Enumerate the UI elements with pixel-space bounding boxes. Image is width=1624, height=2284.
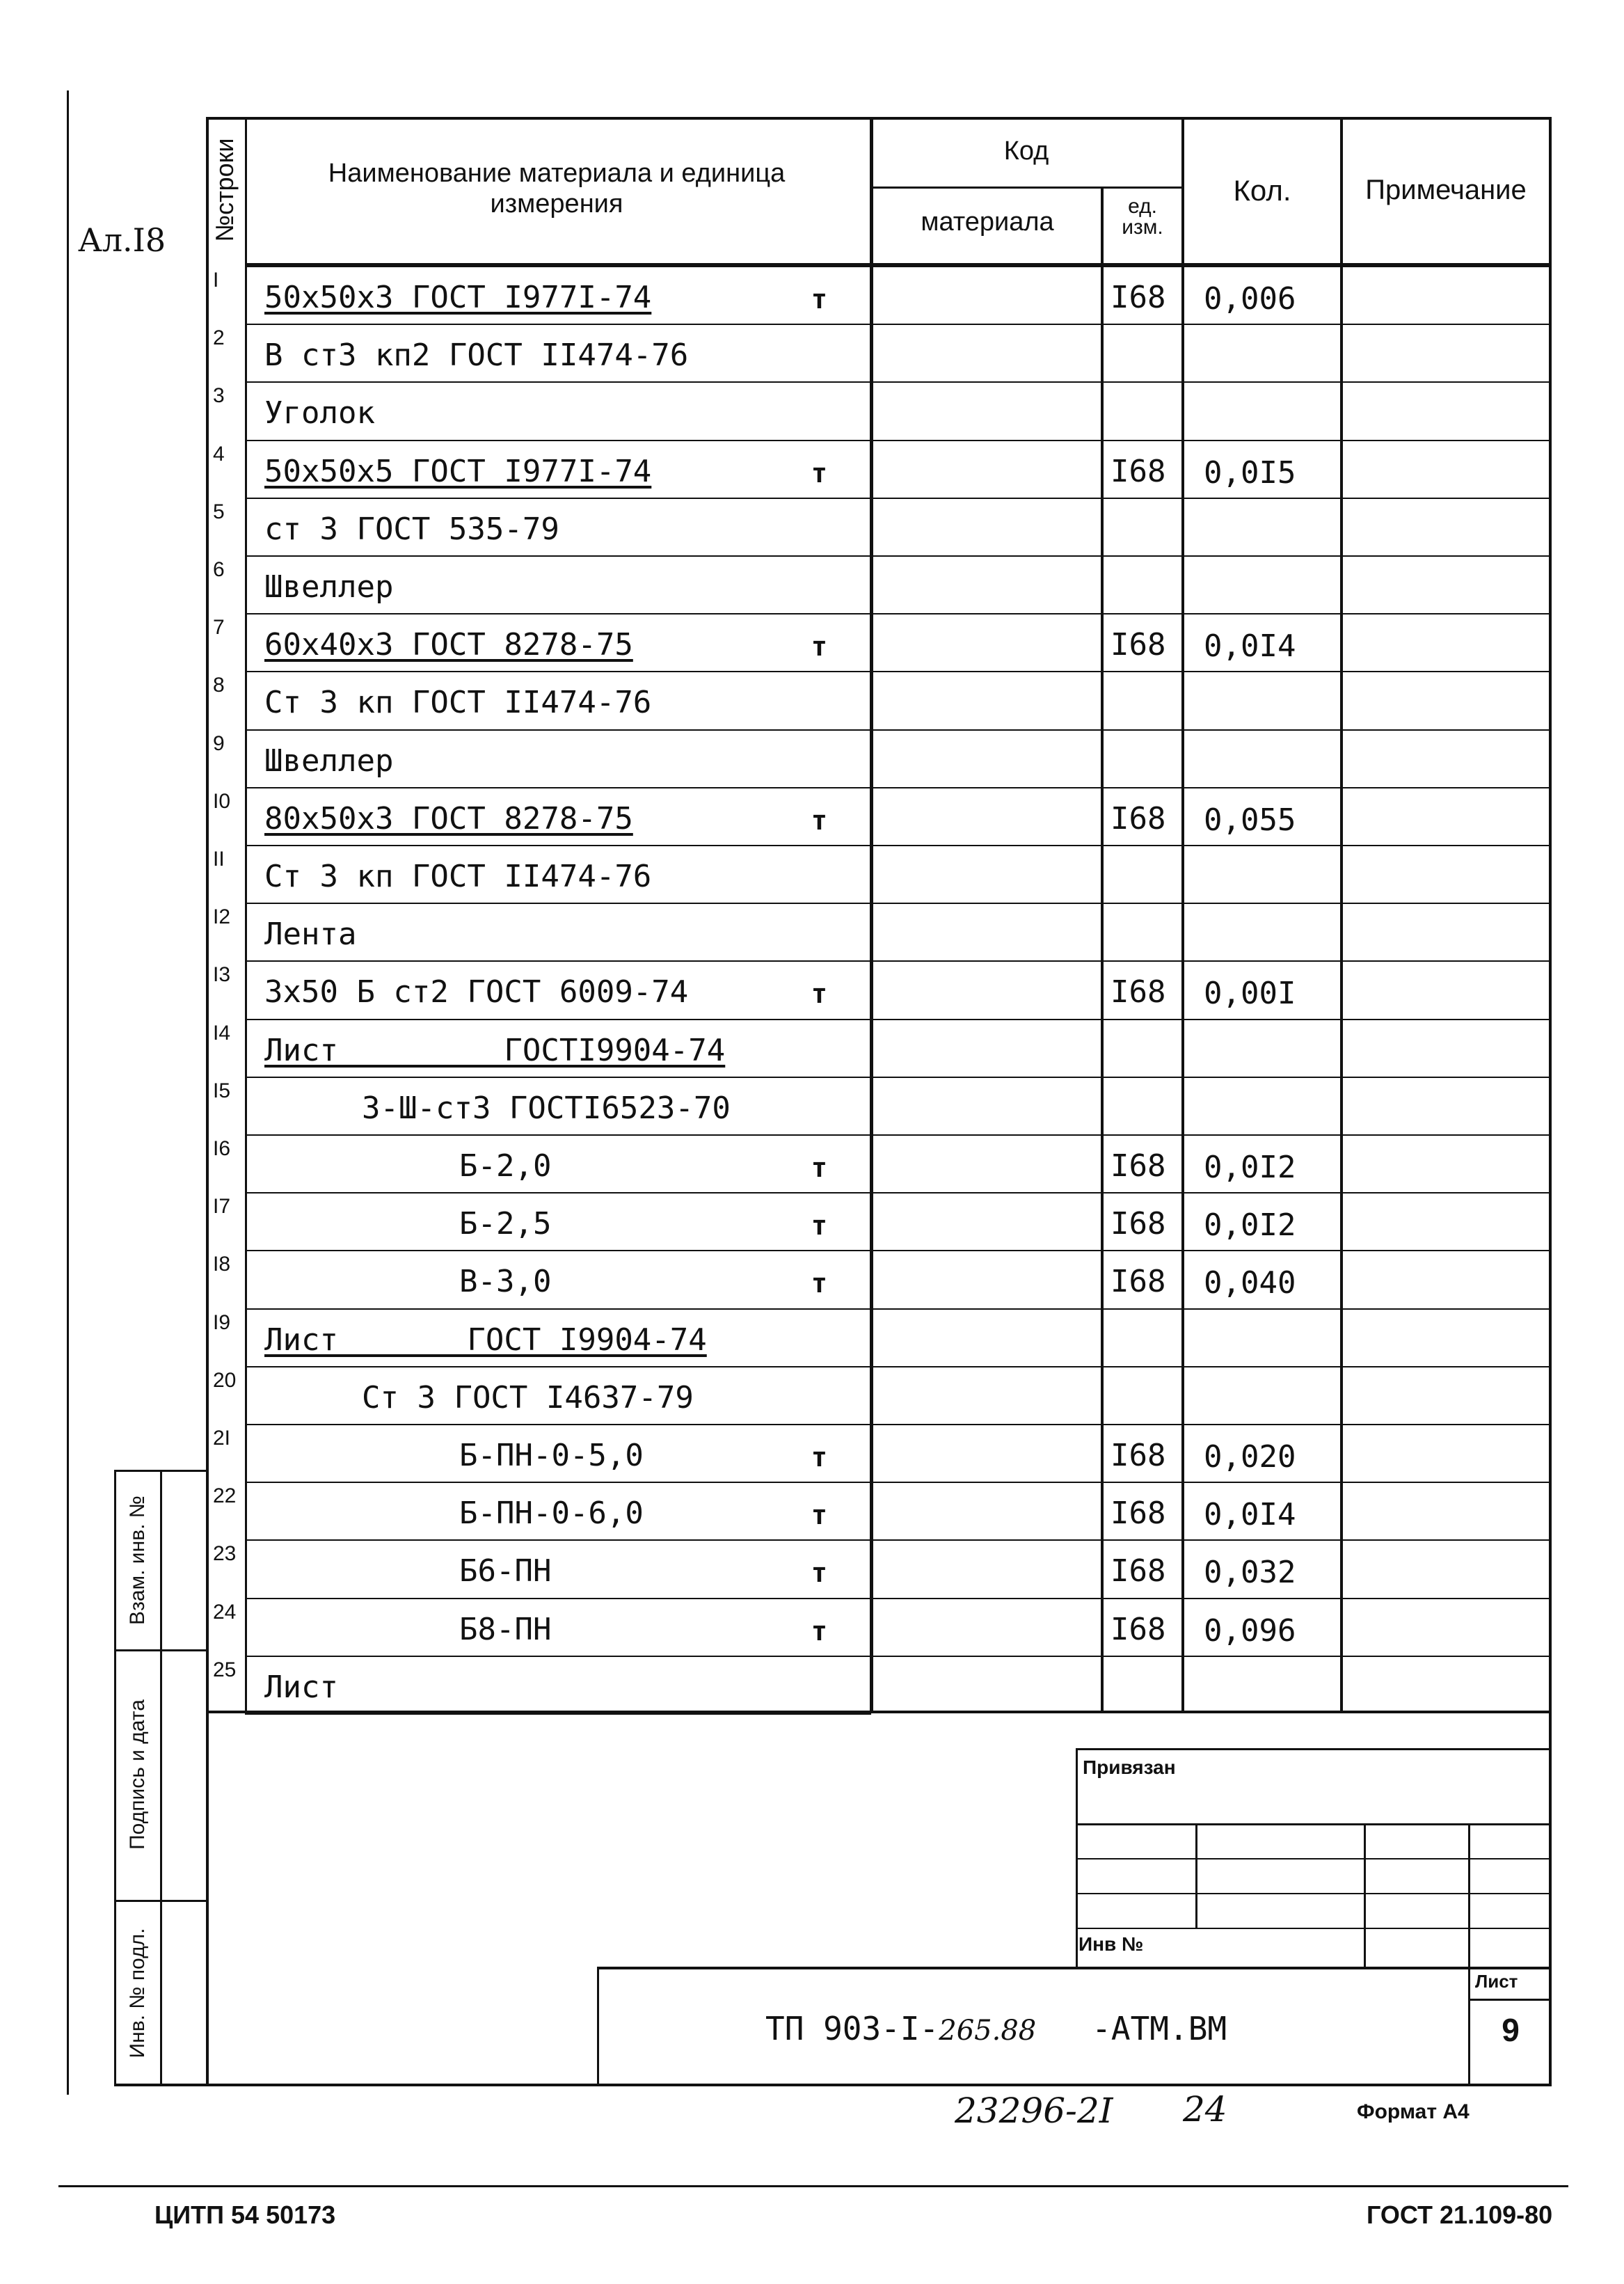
header-code-split bbox=[871, 187, 1183, 189]
header-qty: Кол. bbox=[1233, 174, 1291, 207]
row-number: I8 bbox=[213, 1253, 231, 1276]
privyazan-r1 bbox=[1076, 1858, 1552, 1859]
privyazan-c3 bbox=[1468, 1823, 1470, 1969]
unit: т bbox=[811, 978, 827, 1010]
row-number: I6 bbox=[213, 1137, 231, 1160]
unit: т bbox=[811, 1442, 827, 1473]
material-name: Уголок bbox=[264, 395, 375, 431]
format-label: Формат А4 bbox=[1357, 2100, 1470, 2123]
quantity: 0,006 bbox=[1204, 281, 1296, 317]
unit: т bbox=[811, 457, 827, 489]
privyazan-under bbox=[1076, 1823, 1552, 1825]
quantity: 0,0I4 bbox=[1204, 628, 1296, 665]
table-row bbox=[209, 1657, 1549, 1715]
row-number: I2 bbox=[213, 905, 231, 929]
material-name: Б6-ПН bbox=[459, 1553, 552, 1589]
table-row bbox=[209, 1599, 1549, 1657]
designation-handwritten: 265.88 bbox=[939, 2015, 1037, 2047]
unit-code: I68 bbox=[1110, 627, 1166, 663]
side-box-sep1 bbox=[114, 1649, 209, 1651]
table-row bbox=[209, 325, 1549, 383]
table-row bbox=[209, 1193, 1549, 1251]
designation-top bbox=[598, 1967, 1552, 1969]
row-number: 23 bbox=[213, 1542, 237, 1566]
row-number: I7 bbox=[213, 1195, 231, 1219]
material-name: Лист bbox=[264, 1669, 338, 1705]
table-row bbox=[209, 1541, 1549, 1599]
unit: т bbox=[811, 1500, 827, 1531]
unit: т bbox=[811, 631, 827, 663]
left-margin-line bbox=[67, 90, 69, 2095]
row-number: I9 bbox=[213, 1310, 231, 1334]
quantity: 0,00I bbox=[1204, 976, 1296, 1012]
row-number: 5 bbox=[213, 500, 225, 523]
material-name: ст 3 ГОСТ 535-79 bbox=[264, 511, 559, 547]
row-number: 2I bbox=[213, 1427, 231, 1450]
designation-left bbox=[597, 1967, 599, 2086]
designation-suffix: -АТМ.ВМ bbox=[1092, 2010, 1227, 2047]
footer-left: ЦИТП 54 50173 bbox=[154, 2200, 336, 2229]
quantity: 0,0I2 bbox=[1204, 1207, 1296, 1244]
unit: т bbox=[811, 1615, 827, 1647]
table-row bbox=[209, 499, 1549, 557]
unit-code: I68 bbox=[1110, 453, 1166, 489]
table-row bbox=[209, 672, 1549, 730]
unit-code: I68 bbox=[1110, 1553, 1166, 1589]
material-name: Б-ПН-0-6,0 bbox=[459, 1496, 644, 1532]
quantity: 0,0I5 bbox=[1204, 454, 1296, 491]
material-name: Ст 3 кп ГОСТ II474-76 bbox=[264, 859, 652, 894]
table-row bbox=[209, 557, 1549, 614]
row-number: 22 bbox=[213, 1484, 237, 1508]
row-number: I4 bbox=[213, 1021, 231, 1045]
stamp-bottom-upper bbox=[209, 1711, 1552, 1713]
material-name: Лист ГОСТ I9904-74 bbox=[264, 1322, 707, 1358]
unit: т bbox=[811, 804, 827, 836]
side-vzam-label: Взам. инв. № bbox=[126, 1496, 149, 1625]
material-name: 3х50 Б ст2 ГОСТ 6009-74 bbox=[264, 974, 689, 1010]
privyazan-r3 bbox=[1076, 1928, 1552, 1929]
side-box-split bbox=[160, 1470, 162, 2086]
material-name: Швеллер bbox=[264, 743, 394, 779]
table-row bbox=[209, 1251, 1549, 1309]
table-row bbox=[209, 1367, 1549, 1425]
row-number: 3 bbox=[213, 384, 225, 408]
privyazan-top bbox=[1076, 1748, 1552, 1750]
material-name: Б-ПН-0-5,0 bbox=[459, 1438, 644, 1473]
unit-code: I68 bbox=[1110, 1148, 1166, 1184]
row-number: 25 bbox=[213, 1658, 237, 1681]
row-number: I5 bbox=[213, 1079, 231, 1102]
unit-code: I68 bbox=[1110, 1611, 1166, 1647]
table-row bbox=[209, 441, 1549, 499]
sheet-label-stamp: Лист bbox=[1475, 1971, 1518, 1992]
quantity: 0,040 bbox=[1204, 1265, 1296, 1301]
privyazan-c1 bbox=[1195, 1823, 1197, 1928]
header-note: Примечание bbox=[1365, 175, 1527, 205]
table-row bbox=[209, 962, 1549, 1020]
header-code: Код bbox=[1003, 136, 1049, 166]
row-number: I bbox=[213, 269, 219, 292]
privyazan-r2 bbox=[1076, 1893, 1552, 1894]
unit-code: I68 bbox=[1110, 1264, 1166, 1300]
footer-right: ГОСТ 21.109-80 bbox=[1367, 2200, 1553, 2229]
sheet-box-split bbox=[1468, 1999, 1552, 2001]
material-name: Ст 3 кп ГОСТ II474-76 bbox=[264, 685, 652, 721]
unit: т bbox=[811, 284, 827, 315]
quantity: 0,0I4 bbox=[1204, 1497, 1296, 1533]
table-row bbox=[209, 1136, 1549, 1193]
row-number: I3 bbox=[213, 963, 231, 987]
side-inv-label: Инв. № подл. bbox=[126, 1928, 149, 2059]
table-row bbox=[209, 904, 1549, 962]
side-box-left bbox=[114, 1470, 116, 2086]
material-name: Ст 3 ГОСТ I4637-79 bbox=[362, 1379, 694, 1415]
row-number: 4 bbox=[213, 442, 225, 466]
quantity: 0,020 bbox=[1204, 1439, 1296, 1475]
table-row bbox=[209, 383, 1549, 441]
row-number: 24 bbox=[213, 1600, 237, 1624]
header-row-no: №строки bbox=[210, 138, 239, 242]
frame-right bbox=[1549, 117, 1552, 2086]
material-name: Лист ГОСТI9904-74 bbox=[264, 1032, 726, 1068]
material-name: Б8-ПН bbox=[459, 1611, 552, 1647]
quantity: 0,055 bbox=[1204, 802, 1296, 838]
handwritten-page: 24 bbox=[1183, 2089, 1227, 2130]
side-box-sep2 bbox=[114, 1900, 209, 1902]
quantity: 0,032 bbox=[1204, 1555, 1296, 1591]
quantity: 0,096 bbox=[1204, 1612, 1296, 1649]
table-row bbox=[209, 1425, 1549, 1483]
frame-bottom bbox=[114, 2084, 1552, 2086]
inv-no-label: Инв № bbox=[1078, 1933, 1144, 1955]
unit-code: I68 bbox=[1110, 1206, 1166, 1242]
sheet-number: 9 bbox=[1502, 2012, 1520, 2048]
table-row bbox=[209, 1078, 1549, 1136]
row-number: 9 bbox=[213, 731, 225, 755]
unit: т bbox=[811, 1152, 827, 1183]
footer-rule bbox=[58, 2185, 1568, 2187]
unit: т bbox=[811, 1210, 827, 1242]
unit-code: I68 bbox=[1110, 974, 1166, 1010]
sheet-label: Ал.I8 bbox=[78, 221, 166, 259]
header-code-material: материала bbox=[921, 207, 1054, 237]
row-number: 7 bbox=[213, 616, 225, 640]
row-number: II bbox=[213, 848, 225, 871]
row-number: 20 bbox=[213, 1368, 237, 1392]
designation-prefix: ТП 903-I- bbox=[765, 2010, 939, 2047]
table-row bbox=[209, 614, 1549, 672]
material-name: В-3,0 bbox=[459, 1264, 552, 1300]
material-name: 3-Ш-ст3 ГОСТI6523-70 bbox=[362, 1090, 731, 1126]
unit-code: I68 bbox=[1110, 1496, 1166, 1532]
row-number: I0 bbox=[213, 789, 231, 813]
row-number: 2 bbox=[213, 326, 225, 350]
row-number: 8 bbox=[213, 674, 225, 697]
table-row bbox=[209, 1483, 1549, 1541]
row-number: 6 bbox=[213, 558, 225, 581]
frame-top bbox=[209, 117, 1552, 120]
unit-code: I68 bbox=[1110, 1438, 1166, 1473]
material-name: В ст3 кп2 ГОСТ II474-76 bbox=[264, 338, 689, 374]
header-name: Наименование материала и единица измерения bbox=[328, 159, 786, 219]
header-code-unit: ед. изм. bbox=[1122, 195, 1163, 239]
material-name: 80х50х3 ГОСТ 8278-75 bbox=[264, 800, 633, 836]
unit: т bbox=[811, 1268, 827, 1299]
table-row bbox=[209, 1020, 1549, 1078]
unit-code: I68 bbox=[1110, 800, 1166, 836]
side-podpis-label: Подпись и дата bbox=[126, 1699, 149, 1850]
table-row bbox=[209, 788, 1549, 846]
material-name: Швеллер bbox=[264, 569, 394, 605]
table-row bbox=[209, 267, 1549, 325]
unit-code: I68 bbox=[1110, 280, 1166, 315]
material-name: 50х50х5 ГОСТ I977I-74 bbox=[264, 453, 652, 489]
table-row bbox=[209, 846, 1549, 904]
privyazan-c2 bbox=[1364, 1823, 1366, 1969]
unit: т bbox=[811, 1557, 827, 1589]
material-name: 50х50х3 ГОСТ I977I-74 bbox=[264, 280, 652, 315]
designation bbox=[765, 2010, 1227, 2047]
table-row bbox=[209, 731, 1549, 788]
quantity: 0,0I2 bbox=[1204, 1150, 1296, 1185]
privyazan-label: Привязан bbox=[1083, 1756, 1176, 1778]
material-name: Б-2,5 bbox=[459, 1206, 552, 1242]
material-name: 60х40х3 ГОСТ 8278-75 bbox=[264, 627, 633, 663]
material-name: Лента bbox=[264, 917, 357, 953]
table-row bbox=[209, 1310, 1549, 1367]
handwritten-number: 23296-2I bbox=[955, 2091, 1113, 2131]
material-name: Б-2,0 bbox=[459, 1148, 552, 1184]
